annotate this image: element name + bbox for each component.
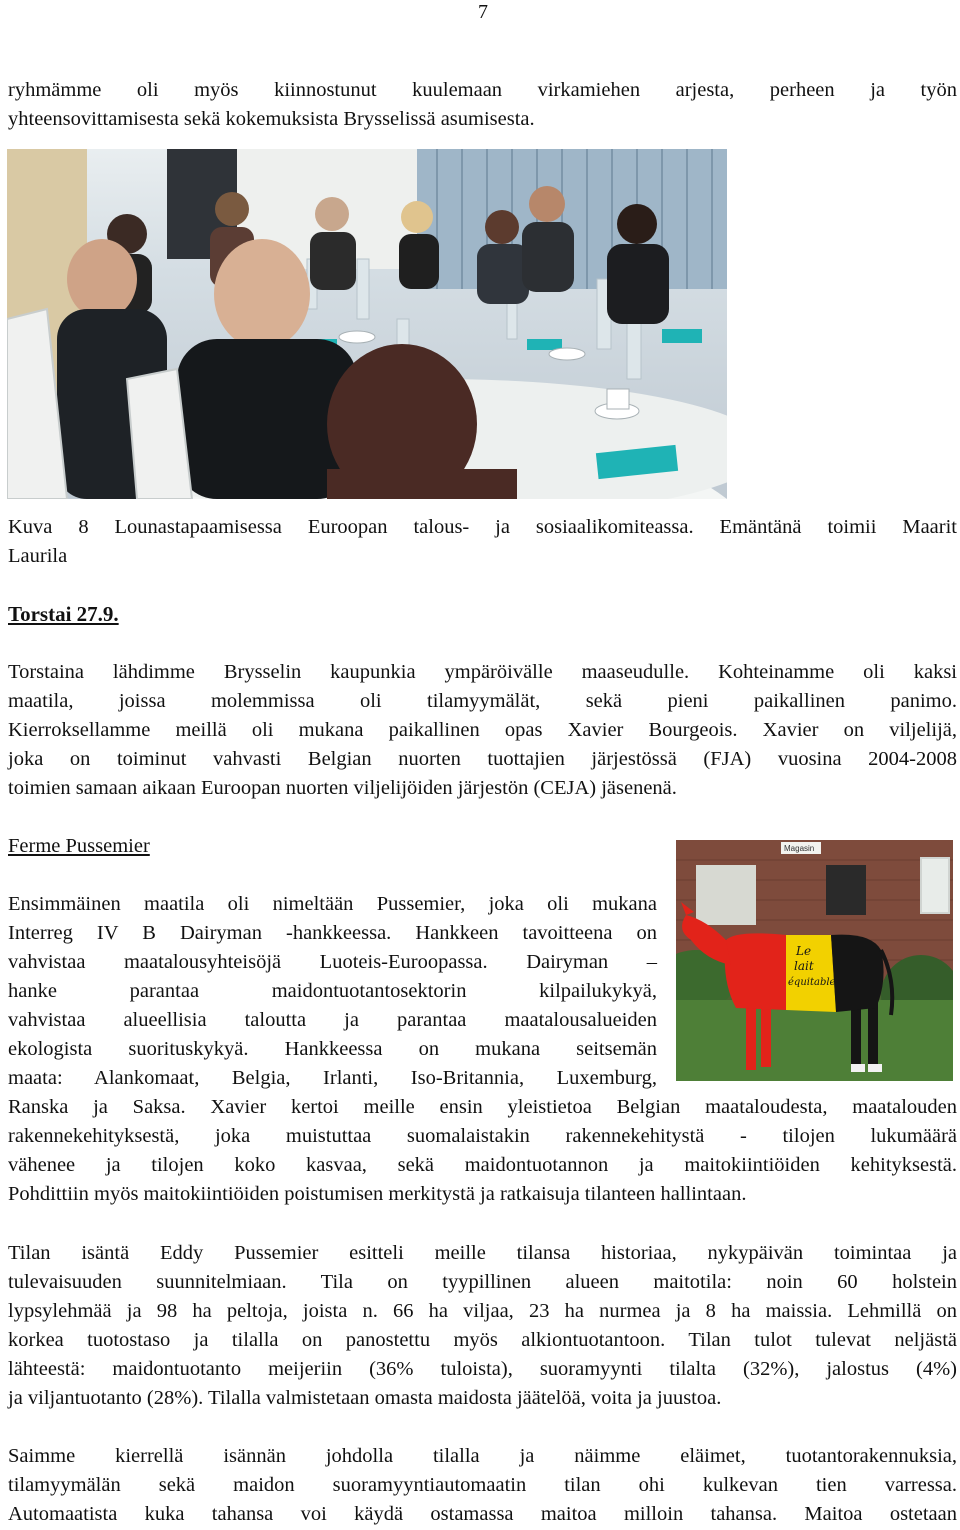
lunch-meeting-photo xyxy=(7,149,727,499)
cow-text-lait: lait xyxy=(794,959,814,973)
thursday-line-1: Torstaina lähdimme Brysselin kaupunkia ympäröivälle maaseudulle. Kohteinamme oli kaksi xyxy=(8,661,957,683)
thursday-heading: Torstai 27.9. xyxy=(8,602,119,626)
host-line-1: Tilan isäntä Eddy Pussemier esitteli meille tilansa historiaa, nykypäivän toimintaa ja xyxy=(8,1242,957,1264)
host-line-3: lypsylehmää ja 98 ha peltoja, joista n. 66 ha viljaa, 23 ha nurmea ja 8 ha maissia. Lehmillä on xyxy=(8,1300,957,1322)
thursday-line-3: Kierroksellamme meillä oli mukana paikallinen opas Xavier Bourgeois. Xavier on viljelijä, xyxy=(8,719,957,741)
lunch-meeting-illustration xyxy=(7,149,727,499)
thursday-line-2: maatila, joissa molemmissa oli tilamyymälät, sekä pieni paikallinen panimo. xyxy=(8,690,957,712)
tour-line-1: Saimme kierrellä isännän johdolla tilalla ja näimme eläimet, tuotantorakennuksia, xyxy=(8,1445,957,1467)
tour-line-3: Automaatista kuka tahansa voi käydä ostamassa maitoa milloin tahansa. Maitoa ostetaan xyxy=(8,1503,957,1525)
farm-heading: Ferme Pussemier xyxy=(8,835,150,857)
host-line-2: tulevaisuuden suunnitelmiaan. Tila on tyypillinen alueen maitotila: noin 60 holstein xyxy=(8,1271,957,1293)
cow-text-le: Le xyxy=(796,944,812,958)
caption-line-1: Kuva 8 Lounastapaamisessa Euroopan talous- ja sosiaalikomiteassa. Emäntänä toimii Maarit xyxy=(8,516,957,538)
belgian-cow-illustration xyxy=(676,840,953,1081)
farm-wide-line-3: vähenee ja tilojen koko kasvaa, sekä maidontuotannon ja maitokiintiöiden kehityksestä. xyxy=(8,1154,957,1176)
thursday-line-4: joka on toiminut vahvasti Belgian nuorten tuottajien järjestössä (FJA) vuosina 2004-2008 xyxy=(8,748,957,770)
farm-narrow-line-6: ekologista suorituskykyä. Hankkeessa on mukana seitsemän xyxy=(8,1038,657,1060)
farm-wide-line-2: rakennekehityksestä, joka muistuttaa suomalaistakin rakennekehitystä - tilojen lukumäärä xyxy=(8,1125,957,1147)
farm-narrow-line-2: Interreg IV B Dairyman -hankkeessa. Hankkeen tavoitteena on xyxy=(8,922,657,944)
farm-narrow-line-3: vahvistaa maatalousyhteisöjä Luoteis-Euroopassa. Dairyman – xyxy=(8,951,657,973)
farm-wide-line-4: Pohdittiin myös maitokiintiöiden poistumisen merkitystä ja ratkaisuja tilanteen hallintaan. xyxy=(8,1183,747,1205)
host-line-5: lähteestä: maidontuotanto meijeriin (36% tuloista), suoramyynti tilalta (32%), jalostus (4%) xyxy=(8,1358,957,1380)
farm-narrow-line-1: Ensimmäinen maatila oli nimeltään Pussemier, joka oli mukana xyxy=(8,893,657,915)
tour-line-2: tilamyymälän sekä maidon suoramyyntiautomaatin tilan ohi kulkevan tien varressa. xyxy=(8,1474,957,1496)
intro-line-2: yhteensovittamisesta sekä kokemuksista Brysselissä asumisesta. xyxy=(8,108,535,130)
thursday-line-5: toimien samaan aikaan Euroopan nuorten viljelijöiden järjestön (CEJA) jäsenenä. xyxy=(8,777,677,799)
magasin-sign: Magasin xyxy=(784,844,815,853)
host-line-6: ja viljantuotanto (28%). Tilalla valmistetaan omasta maidosta jäätelöä, voita ja juustoa. xyxy=(8,1387,722,1409)
page-number: 7 xyxy=(478,1,488,23)
caption-line-2: Laurila xyxy=(8,545,68,567)
intro-line-1: ryhmämme oli myös kiinnostunut kuulemaan virkamiehen arjesta, perheen ja työn xyxy=(8,79,957,101)
farm-narrow-line-5: vahvistaa alueellisia taloutta ja parantaa maatalousalueiden xyxy=(8,1009,657,1031)
belgian-cow-photo xyxy=(676,840,953,1081)
farm-narrow-line-4: hanke parantaa maidontuotantosektorin kilpailukykyä, xyxy=(8,980,657,1002)
farm-wide-line-1: Ranska ja Saksa. Xavier kertoi meille ensin yleistietoa Belgian maataloudesta, maatalouden xyxy=(8,1096,957,1118)
farm-narrow-line-7: maata: Alankomaat, Belgia, Irlanti, Iso-Britannia, Luxemburg, xyxy=(8,1067,657,1089)
host-line-4: korkea tuotostaso ja tilalla on panostettu myös alkiontuotantoon. Tilan tulot tulevat neljästä xyxy=(8,1329,957,1351)
cow-text-equitable: équitable xyxy=(788,977,836,988)
